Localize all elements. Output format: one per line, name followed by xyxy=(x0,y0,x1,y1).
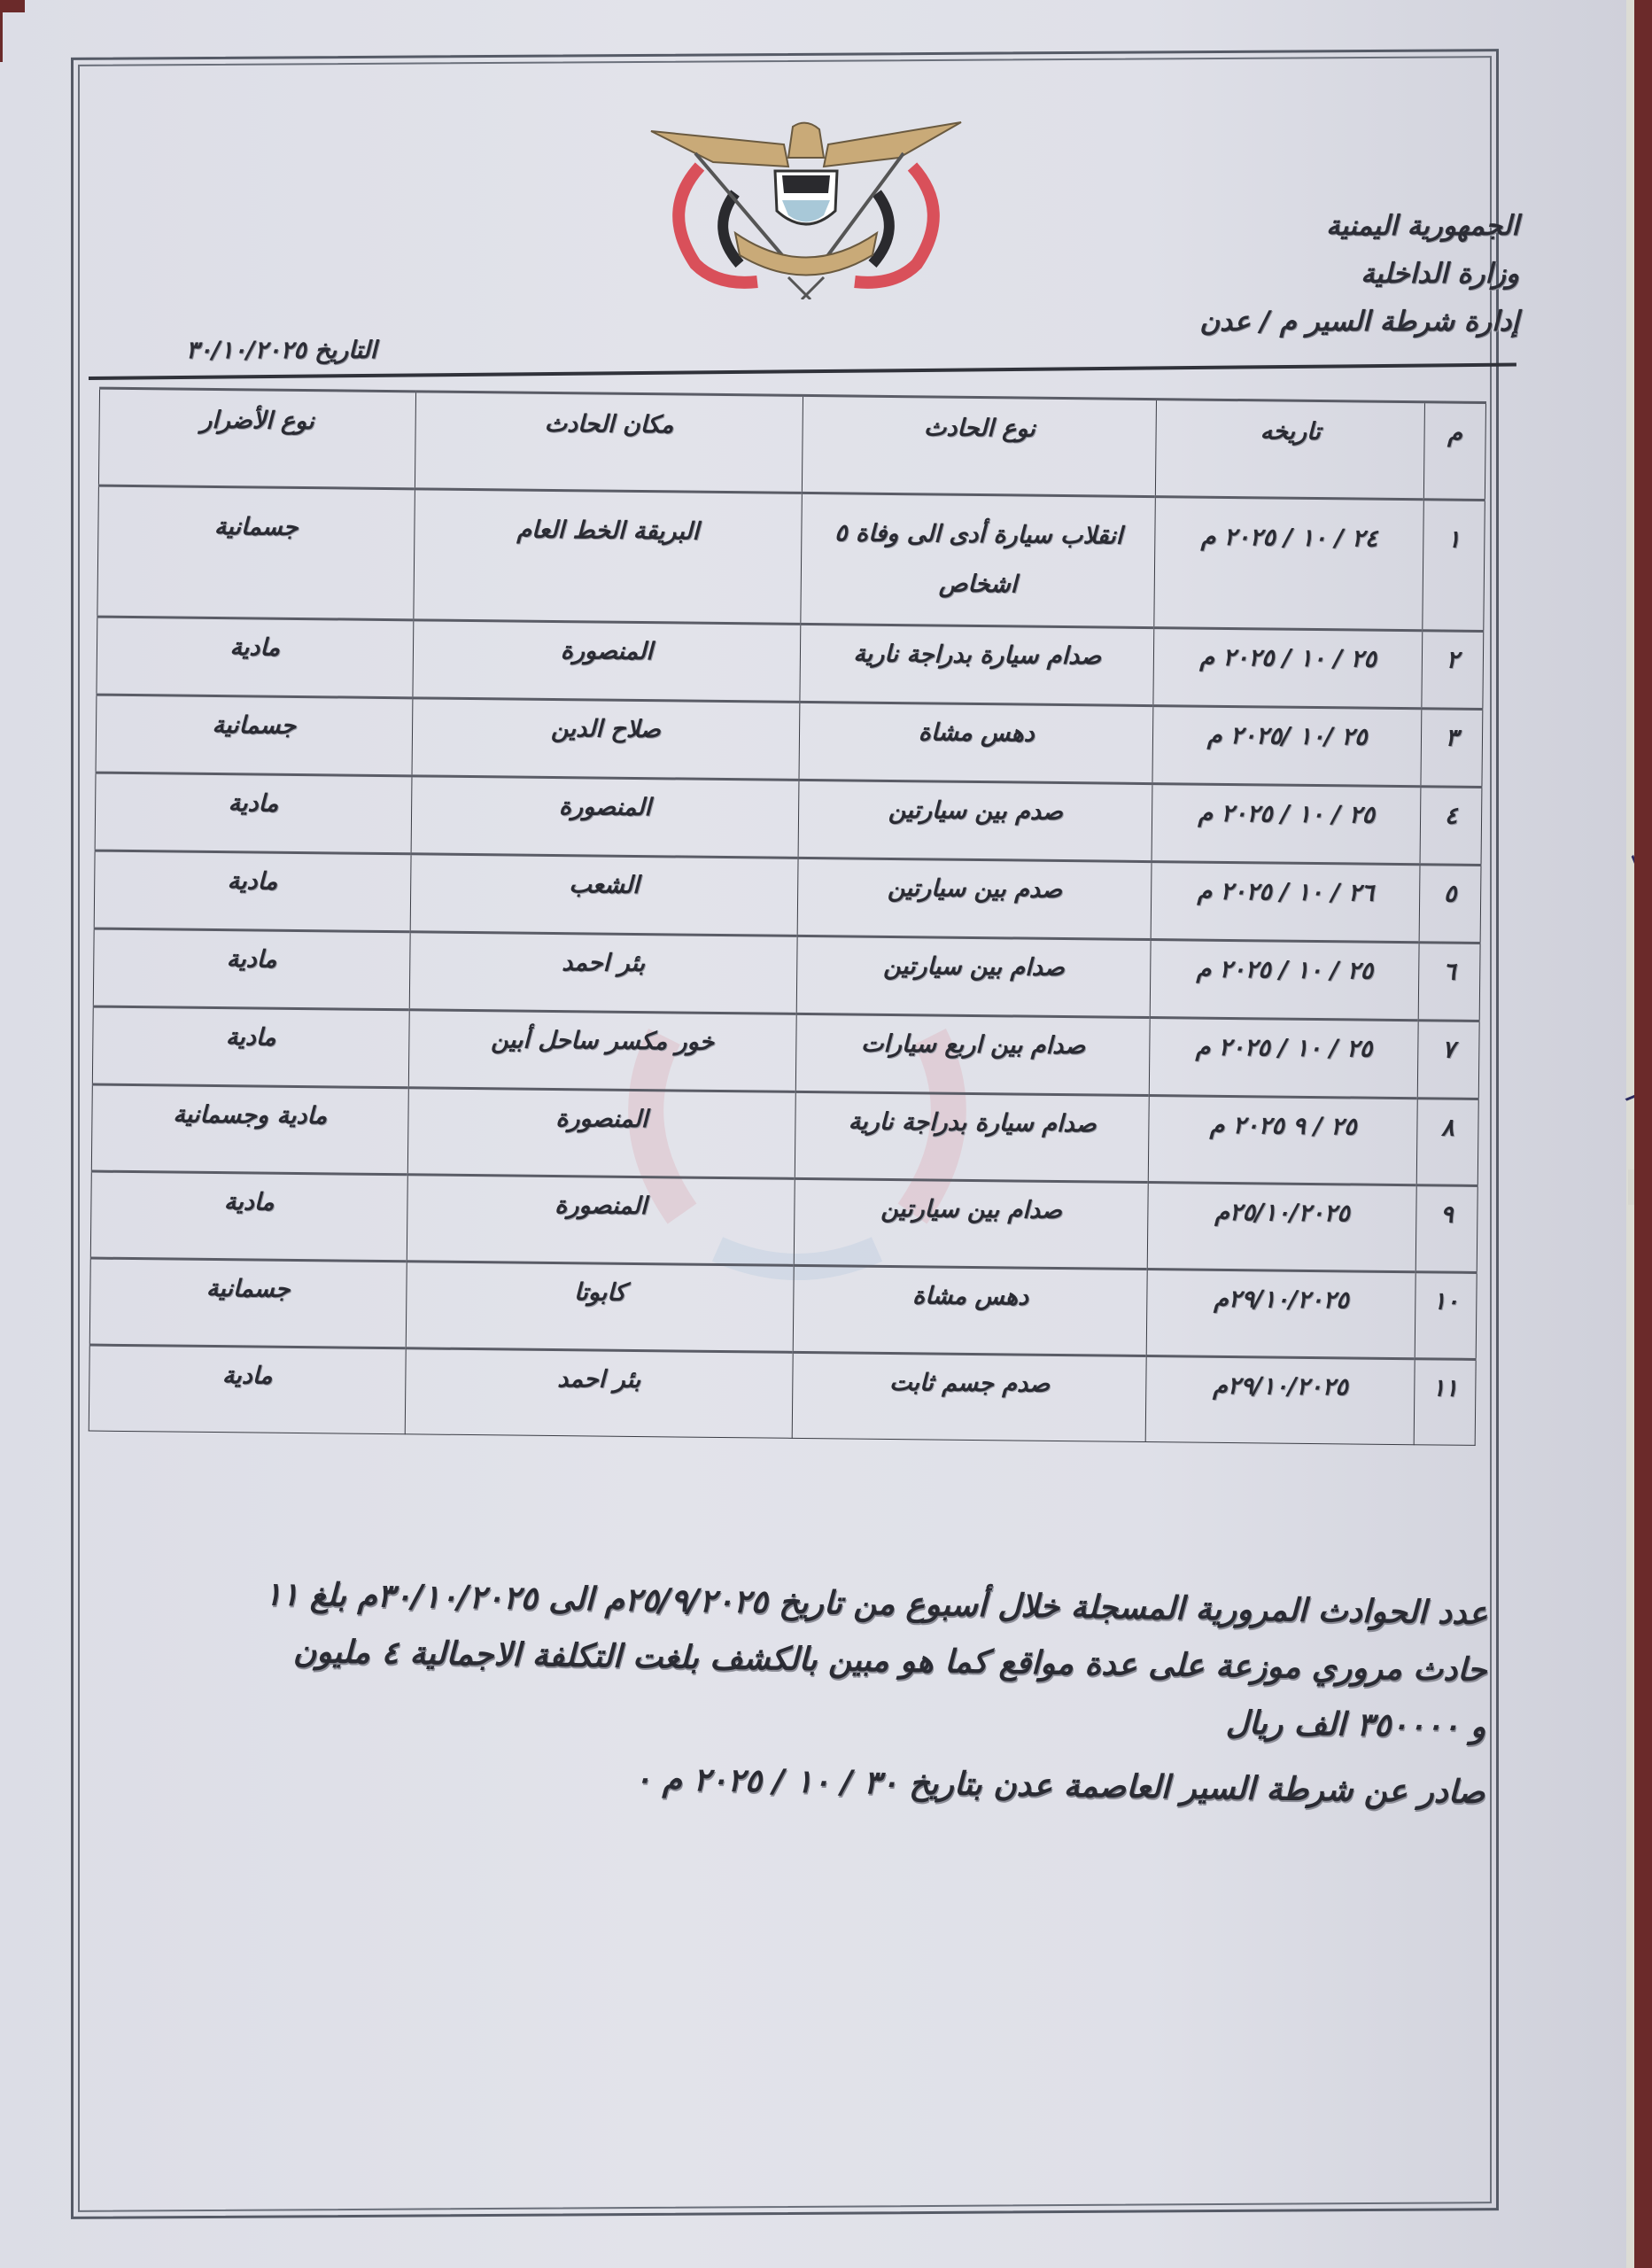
cell-location: خور مكسر ساحل أبين xyxy=(408,1010,797,1092)
cell-index: ١ xyxy=(1423,500,1485,632)
cell-damage: مادية xyxy=(94,850,410,932)
table-row xyxy=(90,1171,1477,1272)
table-row xyxy=(91,1084,1478,1185)
cell-accident-type: صدام بين سيارتين xyxy=(794,1178,1148,1269)
cell-accident-type: صدم جسم ثابت xyxy=(792,1352,1146,1441)
accidents-table xyxy=(89,387,1486,1446)
summary-line: حادث مروري موزعة على عدة مواقع كما هو مبين بالكشف بلغت التكلفة الاجمالية ٤ مليون xyxy=(292,1633,1487,1689)
cell-accident-type: صدم بين سيارتين xyxy=(798,780,1152,861)
cell-location: كابوتا xyxy=(406,1262,795,1353)
cell-date: ٢٥ / ٩ ٢٠٢٥ م xyxy=(1149,1096,1418,1185)
cell-accident-type: دهس مشاة xyxy=(799,702,1153,783)
cell-index: ٢ xyxy=(1422,631,1484,710)
desk-background xyxy=(1634,0,1652,2268)
table-row xyxy=(89,1258,1477,1359)
cell-location: المنصورة xyxy=(407,1088,796,1179)
table-row xyxy=(95,773,1482,865)
desk-background xyxy=(0,0,25,12)
cell-location: صلاح الدين xyxy=(412,698,801,781)
cell-accident-type: انقلاب سيارة أدى الى وفاة ٥ اشخاص xyxy=(801,493,1156,627)
column-header-damage-type: نوع الأضرار xyxy=(98,388,415,489)
cell-damage: جسمانية xyxy=(89,1258,407,1348)
cell-location: المنصورة xyxy=(412,620,801,703)
letterhead xyxy=(1199,202,1519,346)
cell-index: ٨ xyxy=(1416,1099,1478,1186)
table-row xyxy=(96,695,1483,787)
cell-date: ٢٥ /١٠ /٢٠٢٥ م xyxy=(1152,706,1422,787)
cell-index: ١٠ xyxy=(1415,1272,1477,1360)
cell-damage: جسمانية xyxy=(97,485,415,620)
country-name: الجمهورية اليمنية xyxy=(1326,210,1519,242)
table-row xyxy=(94,850,1481,943)
summary-line: و ٣٥٠٠٠٠ الف ريال xyxy=(1225,1705,1486,1745)
cell-index: ٤ xyxy=(1420,787,1482,866)
summary-paragraph xyxy=(67,1564,1488,1821)
cell-location: المنصورة xyxy=(407,1175,795,1266)
cell-date: ٢٩/١٠/٢٠٢٥م xyxy=(1145,1356,1415,1445)
column-header-accident-type: نوع الحادث xyxy=(803,395,1157,496)
cell-damage: جسمانية xyxy=(96,695,412,776)
column-header-index: م xyxy=(1423,402,1485,501)
cell-accident-type: صدام بين اربع سيارات xyxy=(795,1014,1150,1095)
cell-index: ٣ xyxy=(1421,709,1483,788)
ministry-name: وزارة الداخلية xyxy=(1361,258,1519,290)
cell-date: ٢٥ / ١٠ / ٢٠٢٥ م xyxy=(1150,1018,1419,1099)
cell-damage: مادية xyxy=(97,617,413,698)
column-header-date: تاريخه xyxy=(1156,400,1425,500)
cell-damage: مادية وجسمانية xyxy=(91,1084,408,1175)
cell-location: المنصورة xyxy=(411,776,800,858)
table-row xyxy=(97,617,1484,709)
cell-location: الشعب xyxy=(410,854,799,936)
cell-location: البريقة الخط العام xyxy=(413,489,802,625)
desk-background xyxy=(0,0,3,62)
yemen-coat-of-arms-icon xyxy=(633,105,979,299)
cell-damage: مادية xyxy=(93,928,409,1010)
cell-date: ٢٦ / ١٠ / ٢٠٢٥ م xyxy=(1151,862,1420,943)
cell-date: ٢٥ / ١٠ / ٢٠٢٥ م xyxy=(1153,628,1423,709)
cell-damage: مادية xyxy=(92,1006,408,1088)
department-name: إدارة شرطة السير م / عدن xyxy=(1199,306,1519,338)
cell-index: ٥ xyxy=(1419,865,1481,944)
cell-damage: مادية xyxy=(89,1345,405,1434)
cell-index: ١١ xyxy=(1414,1359,1476,1446)
cell-index: ٦ xyxy=(1418,943,1480,1021)
cell-date: ٢٩/١٠/٢٠٢٥م xyxy=(1147,1270,1416,1359)
table-row xyxy=(92,1006,1479,1099)
cell-accident-type: صدام سيارة بدراجة نارية xyxy=(795,1091,1149,1182)
cell-damage: مادية xyxy=(95,773,411,854)
table-header-row xyxy=(98,388,1485,500)
issued-statement: صادر عن شرطة السير العاصمة عدن بتاريخ ٣٠ / ١٠ / ٢٠٢٥ م ٠ xyxy=(633,1760,1485,1811)
cell-location: بئر احمد xyxy=(409,932,798,1014)
document-date: التاريخ ٣٠/١٠/٢٠٢٥ xyxy=(186,337,377,364)
column-header-accident-location: مكان الحادث xyxy=(415,392,803,493)
cell-location: بئر احمد xyxy=(405,1348,794,1439)
cell-accident-type: دهس مشاة xyxy=(793,1265,1147,1355)
table-row xyxy=(89,1345,1476,1445)
cell-index: ٩ xyxy=(1415,1185,1477,1273)
cell-accident-type: صدام بين سيارتين xyxy=(796,936,1151,1017)
cell-date: ٢٤ / ١٠ / ٢٠٢٥ م xyxy=(1154,497,1423,631)
cell-accident-type: صدم بين سيارتين xyxy=(797,858,1152,939)
table-row xyxy=(93,928,1480,1021)
cell-index: ٧ xyxy=(1417,1021,1479,1099)
summary-line: عدد الحوادث المرورية المسجلة خلال أسبوع من تاريخ ٢٥/٩/٢٠٢٥م الى ٣٠/١٠/٢٠٢٥م بلغ ١١ xyxy=(264,1576,1488,1632)
cell-date: ٢٥/١٠/٢٠٢٥م xyxy=(1148,1183,1417,1272)
cell-accident-type: صدام سيارة بدراجة نارية xyxy=(800,624,1154,705)
cell-damage: مادية xyxy=(90,1171,407,1262)
cell-date: ٢٥ / ١٠ / ٢٠٢٥ م xyxy=(1151,940,1420,1021)
table-row xyxy=(97,485,1485,631)
cell-date: ٢٥ / ١٠ / ٢٠٢٥ م xyxy=(1152,784,1421,865)
